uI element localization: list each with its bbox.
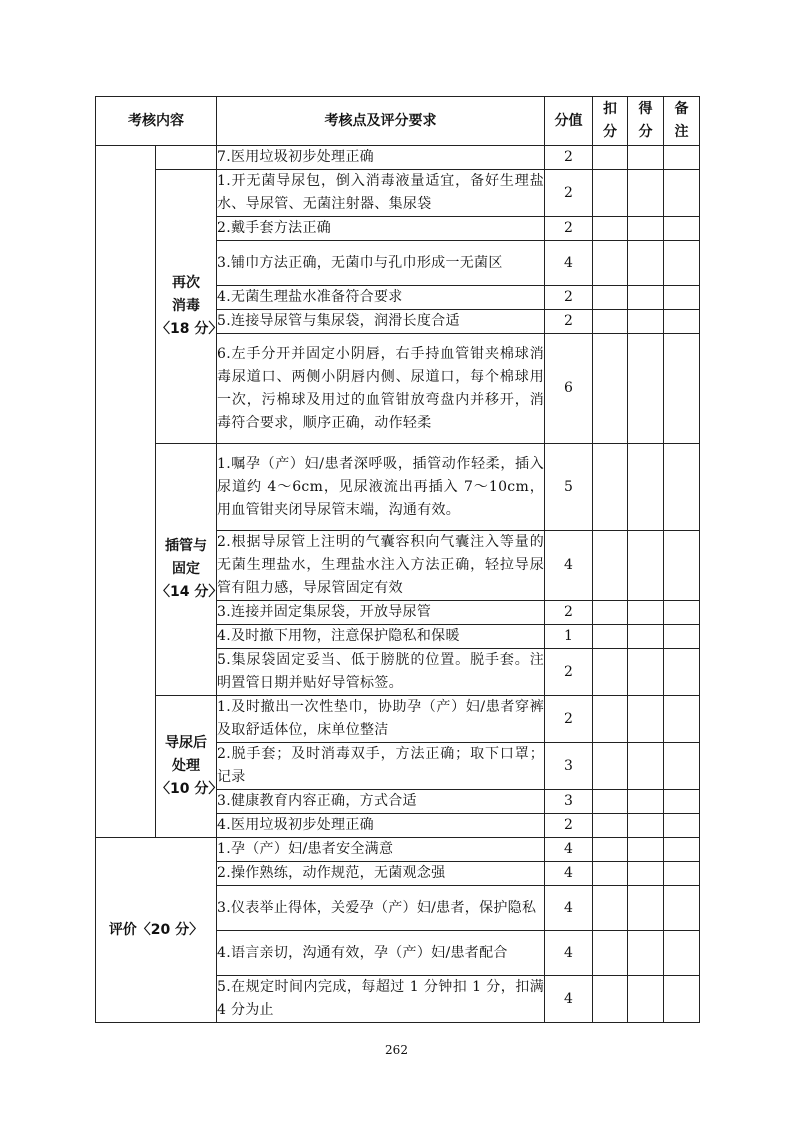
blank-cell: [628, 531, 664, 601]
blank-cell: [628, 625, 664, 649]
requirement-text: 4.语言亲切，沟通有效，孕（产）妇/患者配合: [217, 931, 545, 976]
score-value: 1: [545, 625, 593, 649]
requirement-text: 2.戴手套方法正确: [217, 217, 545, 241]
requirement-text: 4.医用垃圾初步处理正确: [217, 814, 545, 838]
blank-cell: [628, 217, 664, 241]
requirement-text: 2.操作熟练，动作规范，无菌观念强: [217, 862, 545, 886]
blank-cell: [664, 310, 700, 334]
page-number: 262: [385, 1043, 408, 1057]
blank-cell: [593, 531, 628, 601]
blank-cell: [664, 931, 700, 976]
score-value: 2: [545, 170, 593, 217]
blank-cell: [593, 217, 628, 241]
blank-cell: [628, 334, 664, 444]
table-row: [96, 170, 700, 217]
blank-cell: [664, 976, 700, 1023]
score-value: 3: [545, 743, 593, 790]
section-label-line: 固定: [172, 561, 200, 577]
blank-cell: [628, 743, 664, 790]
score-value: 2: [545, 696, 593, 743]
blank-cell: [664, 625, 700, 649]
blank-cell: [664, 838, 700, 862]
score-value: 2: [545, 286, 593, 310]
requirement-text: 3.铺巾方法正确，无菌巾与孔巾形成一无菌区: [217, 241, 545, 286]
score-value: 6: [545, 334, 593, 444]
blank-cell: [664, 862, 700, 886]
blank-cell: [628, 241, 664, 286]
table-row: [96, 444, 700, 531]
requirement-text: 3.连接并固定集尿袋，开放导尿管: [217, 601, 545, 625]
blank-cell: [593, 886, 628, 931]
blank-cell: [628, 814, 664, 838]
blank-cell: [593, 444, 628, 531]
blank-cell: [628, 838, 664, 862]
section-label-line: 〈18 分〉: [156, 321, 223, 337]
section-label-line: 〈10 分〉: [156, 781, 223, 797]
blank-cell: [593, 696, 628, 743]
requirement-text: 1.孕（产）妇/患者安全满意: [217, 838, 545, 862]
blank-cell: [628, 649, 664, 696]
blank-cell: [628, 976, 664, 1023]
score-value: 2: [545, 217, 593, 241]
blank-cell: [664, 170, 700, 217]
blank-cell: [593, 790, 628, 814]
table-row: [96, 696, 700, 743]
blank-cell: [628, 931, 664, 976]
blank-cell: [628, 170, 664, 217]
blank-cell: [593, 931, 628, 976]
blank-cell: [593, 146, 628, 170]
grading-table: [95, 96, 700, 1023]
section-label: [156, 170, 223, 444]
requirement-text: 7.医用垃圾初步处理正确: [217, 146, 545, 170]
blank-cell: [664, 649, 700, 696]
blank-cell: [664, 286, 700, 310]
blank-cell: [628, 696, 664, 743]
requirement-text: 1.及时撤出一次性垫巾，协助孕（产）妇/患者穿裤及取舒适体位，床单位整洁: [217, 696, 545, 743]
table-row: [96, 838, 700, 862]
blank-cell: [664, 743, 700, 790]
score-value: 2: [545, 814, 593, 838]
category-blank-cell: [96, 146, 156, 838]
requirement-text: 6.左手分开并固定小阴唇，右手持血管钳夹棉球消毒尿道口、两侧小阴唇内侧、尿道口，每个棉球用一次，污棉球及用过的血管钳放弯盘内并移开，消毒符合要求，顺序正确，动作轻柔: [217, 334, 545, 444]
blank-cell: [593, 286, 628, 310]
blank-cell: [593, 170, 628, 217]
score-value: 4: [545, 976, 593, 1023]
requirement-text: 4.无菌生理盐水准备符合要求: [217, 286, 545, 310]
blank-cell: [593, 625, 628, 649]
requirement-text: 4.及时撤下用物，注意保护隐私和保暖: [217, 625, 545, 649]
blank-cell: [628, 286, 664, 310]
category-blank-cell: [156, 146, 217, 170]
header-deduct: 扣 分: [593, 97, 628, 146]
header-score: 分值: [545, 97, 593, 146]
blank-cell: [664, 886, 700, 931]
blank-cell: [628, 790, 664, 814]
requirement-text: 2.根据导尿管上注明的气囊容积向气囊注入等量的无菌生理盐水，生理盐水注入方法正确，轻拉导尿管有阻力感，导尿管固定有效: [217, 531, 545, 601]
requirement-text: 1.开无菌导尿包，倒入消毒液量适宜，备好生理盐水、导尿管、无菌注射器、集尿袋: [217, 170, 545, 217]
blank-cell: [593, 241, 628, 286]
section-label-line: 消毒: [172, 298, 200, 314]
blank-cell: [593, 743, 628, 790]
header-content: 考核内容: [96, 97, 217, 146]
blank-cell: [593, 649, 628, 696]
blank-cell: [593, 814, 628, 838]
score-value: 3: [545, 790, 593, 814]
score-value: 4: [545, 838, 593, 862]
header-requirements: 考核点及评分要求: [217, 97, 545, 146]
table-row: [96, 146, 700, 170]
requirement-text: 1.嘱孕（产）妇/患者深呼吸，插管动作轻柔，插入尿道约 4～6cm，见尿液流出再插入 7～10cm，用血管钳夹闭导尿管末端，沟通有效。: [217, 444, 545, 531]
blank-cell: [664, 146, 700, 170]
section-label-line: 插管与: [165, 538, 207, 554]
blank-cell: [664, 601, 700, 625]
blank-cell: [628, 601, 664, 625]
requirement-text: 5.在规定时间内完成，每超过 1 分钟扣 1 分，扣满 4 分为止: [217, 976, 545, 1023]
score-value: 2: [545, 310, 593, 334]
blank-cell: [593, 310, 628, 334]
blank-cell: [593, 838, 628, 862]
requirement-text: 3.健康教育内容正确，方式合适: [217, 790, 545, 814]
header-row: [96, 97, 700, 146]
score-value: 4: [545, 531, 593, 601]
score-value: 5: [545, 444, 593, 531]
score-value: 4: [545, 931, 593, 976]
blank-cell: [664, 444, 700, 531]
blank-cell: [628, 310, 664, 334]
requirement-text: 5.集尿袋固定妥当、低于膀胱的位置。脱手套。注明置管日期并贴好导管标签。: [217, 649, 545, 696]
blank-cell: [664, 696, 700, 743]
header-earned: 得 分: [628, 97, 664, 146]
blank-cell: [664, 790, 700, 814]
requirement-text: 2.脱手套；及时消毒双手，方法正确；取下口罩；记录: [217, 743, 545, 790]
evaluation-label: 评价〈20 分〉: [96, 838, 217, 1023]
section-label-line: 导尿后: [165, 735, 207, 751]
score-value: 4: [545, 862, 593, 886]
score-value: 2: [545, 649, 593, 696]
blank-cell: [664, 531, 700, 601]
blank-cell: [628, 862, 664, 886]
header-note: 备 注: [664, 97, 700, 146]
score-value: 4: [545, 886, 593, 931]
blank-cell: [593, 601, 628, 625]
blank-cell: [593, 334, 628, 444]
score-value: 2: [545, 146, 593, 170]
section-label: [156, 696, 223, 838]
requirement-text: 5.连接导尿管与集尿袋，润滑长度合适: [217, 310, 545, 334]
blank-cell: [628, 444, 664, 531]
blank-cell: [593, 862, 628, 886]
section-label-line: 〈14 分〉: [156, 584, 223, 600]
blank-cell: [664, 334, 700, 444]
blank-cell: [593, 976, 628, 1023]
section-label-line: 再次: [172, 275, 200, 291]
blank-cell: [664, 814, 700, 838]
requirement-text: 3.仪表举止得体，关爱孕（产）妇/患者，保护隐私: [217, 886, 545, 931]
blank-cell: [664, 217, 700, 241]
blank-cell: [664, 241, 700, 286]
section-label-line: 处理: [172, 758, 200, 774]
score-value: 2: [545, 601, 593, 625]
score-value: 4: [545, 241, 593, 286]
blank-cell: [628, 886, 664, 931]
blank-cell: [628, 146, 664, 170]
section-label: [156, 444, 223, 696]
